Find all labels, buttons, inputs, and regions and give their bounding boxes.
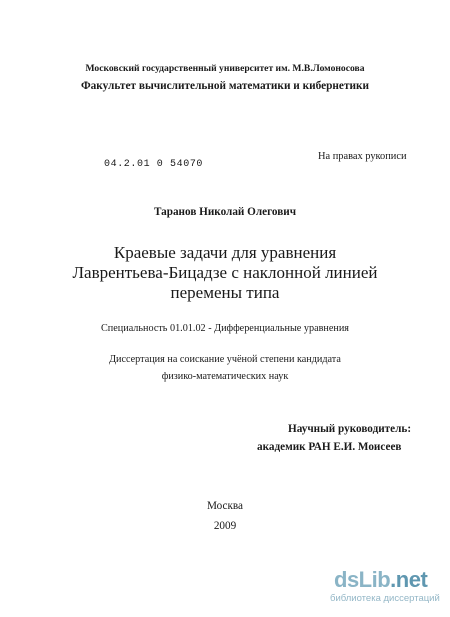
supervisor-name: академик РАН Е.И. Моисеев xyxy=(257,441,402,453)
degree-line: физико-математических наук xyxy=(161,371,289,382)
faculty-name: Факультет вычислительной математики и кибернетики xyxy=(80,80,370,92)
title-line: Краевые задачи для уравнения xyxy=(113,243,337,262)
degree-line: Диссертация на соискание учёной степени кандидата xyxy=(109,354,341,365)
university-name: Московский государственный университет им. М.В.Ломоносова xyxy=(85,63,365,74)
year: 2009 xyxy=(213,520,237,532)
title-line: перемены типа xyxy=(170,283,280,302)
city: Москва xyxy=(206,500,244,512)
dslib-watermark xyxy=(330,568,442,608)
watermark-caption: библиотека диссертаций xyxy=(330,593,440,604)
supervisor-label: Научный руководитель: xyxy=(288,423,412,435)
watermark-logo xyxy=(334,568,427,592)
speciality-line: Специальность 01.01.02 - Дифференциальные уравнения xyxy=(101,323,349,334)
author-name: Таранов Николай Олегович xyxy=(153,206,297,218)
rights-note: На правах рукописи xyxy=(318,151,407,162)
title-line: Лаврентьева-Бицадзе с наклонной линией xyxy=(72,263,378,282)
watermark-logo-main: dsLib xyxy=(334,567,391,592)
dissertation-title xyxy=(0,243,450,303)
watermark-logo-suffix: .net xyxy=(390,567,428,592)
archive-code: 04.2.01 0 54070 xyxy=(104,159,204,170)
degree-statement xyxy=(0,351,450,385)
